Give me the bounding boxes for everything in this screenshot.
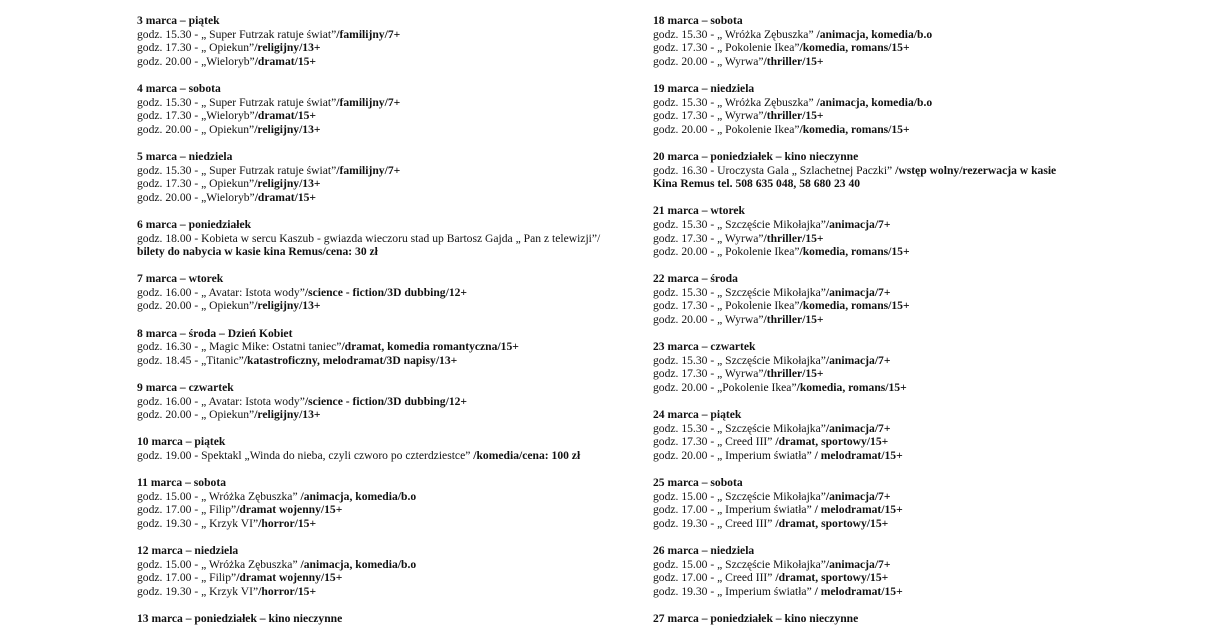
screening-line	[137, 299, 627, 313]
screening-time-title: godz. 20.00 - „ Wyrwa”	[653, 54, 764, 68]
screening-genre-info: /dramat, sportowy/15+	[775, 571, 889, 585]
screening-line	[653, 28, 1173, 42]
screening-line	[137, 232, 627, 246]
screening-time-title: godz. 15.30 - „ Szczęście Mikołajka”	[653, 353, 826, 367]
screening-line	[653, 218, 1173, 232]
screening-time-title: godz. 20.00 - „ Opiekun”	[137, 122, 255, 136]
screening-line	[137, 109, 627, 123]
screening-genre-info: /thriller/15+	[763, 54, 824, 68]
screening-line	[137, 340, 627, 354]
screening-genre-info: /animacja, komedia/b.o	[816, 27, 933, 41]
screening-time-title: godz. 15.30 - „ Super Futrzak ratuje świat”	[137, 27, 337, 41]
day-block	[653, 408, 1173, 462]
schedule-column-right	[653, 14, 1173, 639]
screening-genre-info: /komedia/cena: 100 zł	[473, 449, 581, 462]
screening-genre-info: /komedia, romans/15+	[799, 122, 910, 136]
day-heading: 11 marca – sobota	[137, 476, 226, 490]
day-heading: 12 marca – niedziela	[137, 544, 239, 558]
screening-time-title: godz. 15.00 - „ Szczęście Mikołajka”	[653, 557, 826, 571]
day-block	[653, 82, 1173, 136]
day-block	[653, 14, 1173, 68]
screening-time-title: godz. 17.30 - „Wieloryb”	[137, 109, 255, 123]
day-heading: 18 marca – sobota	[653, 14, 743, 27]
screening-genre-info: /dramat/15+	[254, 109, 317, 123]
day-block	[137, 272, 627, 313]
screening-genre-info: /horror/15+	[258, 516, 317, 530]
screening-genre-info: bilety do nabycia w kasie kina Remus/cena: 30 zł	[137, 245, 378, 259]
screening-time-title: godz. 16.30 - Uroczysta Gala „ Szlachetnej Paczki”	[653, 163, 896, 177]
screening-genre-info: /familijny/7+	[336, 27, 401, 41]
screening-genre-info: /animacja, komedia/b.o	[300, 557, 417, 571]
screening-genre-info: /komedia, romans/15+	[799, 245, 910, 259]
screening-genre-info: /animacja/7+	[825, 489, 891, 503]
screening-line	[137, 449, 627, 463]
screening-line	[653, 381, 1173, 395]
screening-line	[137, 408, 627, 422]
screening-genre-info: / melodramat/15+	[814, 503, 903, 517]
screening-genre-info: /dramat wojenny/15+	[236, 571, 343, 585]
day-block	[137, 435, 627, 462]
screening-line	[653, 41, 1173, 55]
screening-genre-info: / melodramat/15+	[814, 584, 903, 598]
screening-line	[137, 585, 627, 599]
screening-time-title: godz. 19.30 - „ Creed III”	[653, 516, 776, 530]
day-heading: 23 marca – czwartek	[653, 340, 756, 354]
screening-genre-info: /dramat, komedia romantyczna/15+	[341, 340, 519, 354]
screening-time-title: godz. 17.30 - „ Wyrwa”	[653, 109, 764, 123]
screening-time-title: godz. 20.00 - „ Opiekun”	[137, 299, 255, 313]
screening-line	[653, 503, 1173, 517]
screening-line	[137, 571, 627, 585]
screening-line	[137, 55, 627, 69]
screening-line	[137, 41, 627, 55]
screening-line	[653, 299, 1173, 313]
screening-genre-info: /familijny/7+	[336, 163, 401, 177]
schedule-column-left	[137, 14, 627, 639]
day-block	[137, 150, 627, 204]
screening-line	[653, 422, 1173, 436]
screening-time-title: godz. 15.00 - „ Wróżka Zębuszka”	[137, 489, 301, 503]
screening-line	[653, 177, 1173, 191]
screening-genre-info: /animacja, komedia/b.o	[816, 95, 933, 109]
screening-genre-info: /animacja/7+	[825, 285, 891, 299]
screening-line	[653, 367, 1173, 381]
day-heading: 19 marca – niedziela	[653, 81, 755, 95]
day-block	[137, 612, 627, 626]
screening-line	[653, 123, 1173, 137]
screening-genre-info: /religijny/13+	[254, 41, 321, 55]
screening-time-title: godz. 18.45 - „Titanic”	[137, 353, 244, 367]
screening-line	[653, 232, 1173, 246]
screening-genre-info: /katastroficzny, melodramat/3D napisy/13+	[243, 353, 458, 367]
screening-line	[653, 517, 1173, 531]
screening-time-title: godz. 15.30 - „ Super Futrzak ratuje świat”	[137, 163, 337, 177]
screening-time-title: godz. 17.30 - „ Wyrwa”	[653, 231, 764, 245]
screening-line	[137, 177, 627, 191]
screening-genre-info: /thriller/15+	[763, 231, 824, 245]
day-heading: 5 marca – niedziela	[137, 149, 233, 163]
screening-time-title: godz. 20.00 - „ Pokolenie Ikea”	[653, 122, 800, 136]
screening-genre-info: /religijny/13+	[254, 299, 321, 313]
screening-genre-info: /animacja/7+	[825, 217, 891, 231]
screening-time-title: godz. 15.30 - „ Wróżka Zębuszka”	[653, 27, 817, 41]
day-heading: 21 marca – wtorek	[653, 204, 745, 218]
screening-time-title: godz. 17.00 - „ Filip”	[137, 571, 237, 585]
day-block	[653, 612, 1173, 626]
screening-genre-info: /komedia, romans/15+	[796, 381, 907, 395]
screening-time-title: godz. 20.00 - „ Imperium światła”	[653, 449, 815, 462]
day-block	[653, 150, 1173, 191]
day-block	[137, 327, 627, 368]
screening-genre-info: /dramat/15+	[254, 190, 317, 204]
screening-line	[653, 354, 1173, 368]
screening-genre-info: /familijny/7+	[336, 95, 401, 109]
screening-genre-info: /religijny/13+	[254, 408, 321, 422]
screening-time-title: godz. 17.30 - „ Creed III”	[653, 435, 776, 449]
day-heading: 26 marca – niedziela	[653, 544, 755, 558]
screening-genre-info: /religijny/13+	[254, 177, 321, 191]
screening-genre-info: /science - fiction/3D dubbing/12+	[304, 394, 468, 408]
screening-genre-info: /science - fiction/3D dubbing/12+	[304, 285, 468, 299]
screening-time-title: godz. 17.30 - „ Pokolenie Ikea”	[653, 41, 800, 55]
screening-line	[137, 123, 627, 137]
day-heading: 22 marca – środa	[653, 272, 738, 286]
screening-line	[137, 245, 627, 259]
screening-time-title: godz. 16.00 - „ Avatar: Istota wody”	[137, 285, 305, 299]
day-heading: 3 marca – piątek	[137, 14, 220, 27]
screening-time-title: godz. 15.30 - „ Szczęście Mikołajka”	[653, 421, 826, 435]
day-block	[137, 544, 627, 598]
screening-time-title: godz. 20.00 - „ Pokolenie Ikea”	[653, 245, 800, 259]
screening-genre-info: /religijny/13+	[254, 122, 321, 136]
screening-time-title: godz. 17.00 - „ Imperium światła”	[653, 503, 815, 517]
screening-time-title: godz. 16.00 - „ Avatar: Istota wody”	[137, 394, 305, 408]
day-block	[137, 218, 627, 259]
screening-genre-info: Kina Remus tel. 508 635 048, 58 680 23 40	[653, 177, 861, 191]
day-heading: 27 marca – poniedziałek – kino nieczynne	[653, 612, 859, 626]
screening-line	[653, 164, 1173, 178]
screening-line	[653, 435, 1173, 449]
day-heading: 24 marca – piątek	[653, 408, 742, 422]
screening-line	[137, 490, 627, 504]
screening-genre-info: /dramat/15+	[254, 54, 317, 68]
day-heading: 7 marca – wtorek	[137, 272, 224, 286]
day-heading: 10 marca – piątek	[137, 435, 226, 449]
day-heading: 6 marca – poniedziałek	[137, 217, 252, 231]
screening-genre-info: /animacja/7+	[825, 353, 891, 367]
screening-line	[653, 490, 1173, 504]
screening-line	[653, 55, 1173, 69]
day-block	[137, 82, 627, 136]
screening-genre-info: /horror/15+	[258, 584, 317, 598]
screening-time-title: godz. 20.00 - „ Opiekun”	[137, 408, 255, 422]
screening-time-title: godz. 20.00 - „Wieloryb”	[137, 190, 255, 204]
screening-time-title: godz. 19.30 - „ Imperium światła”	[653, 584, 815, 598]
screening-genre-info: /animacja/7+	[825, 557, 891, 571]
screening-genre-info: /animacja, komedia/b.o	[300, 489, 417, 503]
day-block	[653, 340, 1173, 394]
screening-line	[137, 517, 627, 531]
screening-line	[653, 585, 1173, 599]
day-heading: 4 marca – sobota	[137, 81, 221, 95]
screening-genre-info: /thriller/15+	[763, 367, 824, 381]
screening-line	[137, 395, 627, 409]
screening-genre-info: /dramat, sportowy/15+	[775, 516, 889, 530]
screening-genre-info: /animacja/7+	[825, 421, 891, 435]
screening-line	[137, 96, 627, 110]
screening-time-title: godz. 16.30 - „ Magic Mike: Ostatni taniec”	[137, 340, 342, 354]
screening-line	[137, 558, 627, 572]
screening-line	[137, 191, 627, 205]
day-block	[137, 476, 627, 530]
screening-line	[137, 28, 627, 42]
screening-line	[137, 354, 627, 368]
screening-genre-info: / melodramat/15+	[814, 449, 903, 462]
screening-line	[653, 96, 1173, 110]
screening-time-title: godz. 17.30 - „ Pokolenie Ikea”	[653, 299, 800, 313]
screening-line	[137, 503, 627, 517]
day-block	[653, 272, 1173, 326]
day-heading: 20 marca – poniedziałek – kino nieczynne	[653, 149, 859, 163]
screening-line	[653, 558, 1173, 572]
screening-time-title: godz. 20.00 - „ Wyrwa”	[653, 313, 764, 327]
screening-genre-info: /dramat, sportowy/15+	[775, 435, 889, 449]
day-block	[653, 476, 1173, 530]
screening-time-title: godz. 17.00 - „ Filip”	[137, 503, 237, 517]
screening-time-title: godz. 15.30 - „ Super Futrzak ratuje świat”	[137, 95, 337, 109]
screening-time-title: godz. 15.30 - „ Wróżka Zębuszka”	[653, 95, 817, 109]
day-block	[653, 544, 1173, 598]
screening-line	[653, 245, 1173, 259]
day-block	[653, 204, 1173, 258]
screening-time-title: godz. 15.00 - „ Szczęście Mikołajka”	[653, 489, 826, 503]
day-block	[137, 381, 627, 422]
day-block	[137, 14, 627, 68]
day-heading: 8 marca – środa – Dzień Kobiet	[137, 326, 293, 340]
day-heading: 13 marca – poniedziałek – kino nieczynne	[137, 612, 343, 626]
screening-line	[137, 164, 627, 178]
screening-time-title: godz. 19.30 - „ Krzyk VI”	[137, 516, 259, 530]
screening-genre-info: /komedia, romans/15+	[799, 41, 910, 55]
screening-time-title: godz. 17.30 - „ Wyrwa”	[653, 367, 764, 381]
screening-time-title: godz. 17.00 - „ Creed III”	[653, 571, 776, 585]
screening-line	[653, 286, 1173, 300]
screening-genre-info: /wstęp wolny/rezerwacja w kasie	[895, 163, 1057, 177]
screening-time-title: godz. 15.00 - „ Wróżka Zębuszka”	[137, 557, 301, 571]
screening-time-title: godz. 19.00 - Spektakl „Winda do nieba, czyli czworo po czterdziestce”	[137, 449, 474, 462]
screening-time-title: godz. 19.30 - „ Krzyk VI”	[137, 584, 259, 598]
screening-line	[653, 109, 1173, 123]
screening-genre-info: /thriller/15+	[763, 313, 824, 327]
screening-genre-info: /dramat wojenny/15+	[236, 503, 343, 517]
screening-time-title: godz. 20.00 - „Wieloryb”	[137, 54, 255, 68]
screening-genre-info: /thriller/15+	[763, 109, 824, 123]
screening-line	[653, 313, 1173, 327]
screening-time-title: godz. 17.30 - „ Opiekun”	[137, 177, 255, 191]
screening-time-title: godz. 15.30 - „ Szczęście Mikołajka”	[653, 285, 826, 299]
screening-time-title: godz. 20.00 - „Pokolenie Ikea”	[653, 381, 797, 395]
screening-line	[653, 571, 1173, 585]
day-heading: 25 marca – sobota	[653, 476, 743, 490]
day-heading: 9 marca – czwartek	[137, 381, 234, 395]
screening-genre-info: /komedia, romans/15+	[799, 299, 910, 313]
screening-line	[137, 286, 627, 300]
screening-time-title: godz. 17.30 - „ Opiekun”	[137, 41, 255, 55]
screening-time-title: godz. 15.30 - „ Szczęście Mikołajka”	[653, 217, 826, 231]
screening-line	[653, 449, 1173, 463]
screening-time-title: godz. 18.00 - Kobieta w sercu Kaszub - gwiazda wieczoru stad up Bartosz Gajda „ Pan z telewizji”/	[137, 231, 601, 245]
